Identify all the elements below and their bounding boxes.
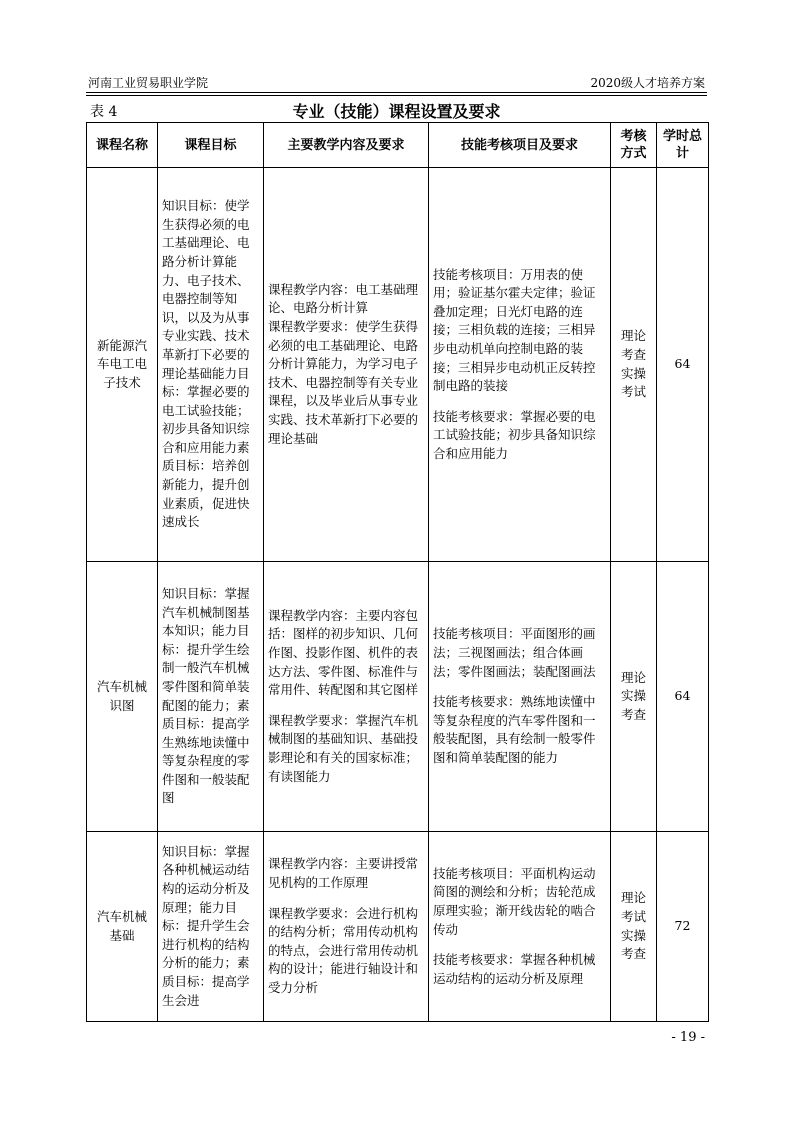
total-hours: 64 xyxy=(657,562,709,832)
table-label: 表 4 xyxy=(90,104,118,120)
content-item: 课程教学要求：掌握汽车机械制图的基础知识、基础投影理论和有关的国家标准；有读图能力 xyxy=(268,712,419,784)
content-item: 课程教学内容：主要讲授常见机构的工作原理 xyxy=(268,856,419,891)
content-item: 课程教学内容：电工基础理论、电路分析计算 xyxy=(268,281,419,316)
header-rule-top xyxy=(86,92,707,93)
col-header-method: 考核方式 xyxy=(611,123,657,168)
total-hours: 64 xyxy=(657,168,709,562)
col-header-skill: 技能考核项目及要求 xyxy=(429,123,611,168)
exam-method: 理论实操考查 xyxy=(611,562,657,832)
total-hours: 72 xyxy=(657,832,709,1022)
content-item: 课程教学要求：使学生获得必须的电工基础理论、电路分析计算能力，为学习电子技术、电器控制等有关专业课程，以及毕业后从事专业实践、技术革新打下必要的理论基础 xyxy=(268,319,419,446)
col-header-content: 主要教学内容及要求 xyxy=(264,123,429,168)
table-row xyxy=(87,562,709,832)
skill-item: 技能考核要求：掌握各种机械运动结构的运动分析及原理 xyxy=(433,952,596,986)
table-row xyxy=(87,832,709,1022)
exam-method: 理论考试实操考查 xyxy=(611,832,657,1022)
skill-item: 技能考核项目：万用表的使用；验证基尔霍夫定律；验证叠加定理；日光灯电路的连接；三相负载的连接；三相异步电动机单向控制电路的装接；三相异步电动机正反转控制电路的装接 xyxy=(433,266,596,394)
skill-item: 技能考核项目：平面机构运动简图的测绘和分析；齿轮范成原理实验；渐开线齿轮的啮合传动 xyxy=(433,865,596,937)
course-content xyxy=(264,562,429,832)
content-item: 课程教学内容：主要内容包括：图样的初步知识、几何作图、投影作图、机件的表达方法、零件图、标准件与常用件、转配图和其它图样 xyxy=(268,607,419,698)
course-goal: 知识目标：使学生获得必须的电工基础理论、电路分析计算能力、电子技术、电器控制等知识，以及为从事专业实践、技术革新打下必要的理论基础能力目标：掌握必要的电工试验技能；初步具备知识综合和应用能力素质目标：培养创新能力，提升创业素质，促进快速成长 xyxy=(158,168,264,562)
header-plan: 2020级人才培养方案 xyxy=(590,76,705,90)
skill-item: 技能考核要求：掌握必要的电工试验技能；初步具备知识综合和应用能力 xyxy=(433,408,596,461)
table-header-row xyxy=(87,123,709,168)
course-skill xyxy=(429,562,611,832)
col-header-goal: 课程目标 xyxy=(158,123,264,168)
course-content xyxy=(264,168,429,562)
course-name: 汽车机械基础 xyxy=(87,832,158,1022)
header-school: 河南工业贸易职业学院 xyxy=(88,76,209,90)
skill-item: 技能考核项目：平面图形的画法；三视图画法；组合体画法；零件图画法；装配图画法 xyxy=(433,626,596,679)
exam-method: 理论考查实操考试 xyxy=(611,168,657,562)
course-skill xyxy=(429,832,611,1022)
course-goal: 知识目标：掌握各种机械运动结构的运动分析及原理；能力目标：提升学生会进行机构的结构分析的能力；素质目标：提高学生会进 xyxy=(158,832,264,1022)
course-skill xyxy=(429,168,611,562)
content-item: 课程教学要求：会进行机构的结构分析；常用传动机构的特点，会进行常用传动机构的设计；能进行轴设计和受力分析 xyxy=(268,905,419,995)
header-rule-bottom xyxy=(86,95,707,96)
course-name: 新能源汽车电工电子技术 xyxy=(87,168,158,562)
table-row xyxy=(87,168,709,562)
course-table xyxy=(86,122,709,1022)
table-title: 专业（技能）课程设置及要求 xyxy=(292,102,501,121)
page-number: - 19 - xyxy=(671,1030,705,1045)
col-header-hours: 学时总计 xyxy=(657,123,709,168)
course-content xyxy=(264,832,429,1022)
skill-item: 技能考核要求：熟练地读懂中等复杂程度的汽车零件图和一般装配图，具有绘制一般零件图和简单装配图的能力 xyxy=(433,694,596,765)
course-goal: 知识目标：掌握汽车机械制图基本知识；能力目标：提升学生绘制一般汽车机械零件图和简单装配图的能力；素质目标：提高学生熟练地读懂中等复杂程度的零件图和一般装配图 xyxy=(158,562,264,832)
course-name: 汽车机械识图 xyxy=(87,562,158,832)
col-header-name: 课程名称 xyxy=(87,123,158,168)
